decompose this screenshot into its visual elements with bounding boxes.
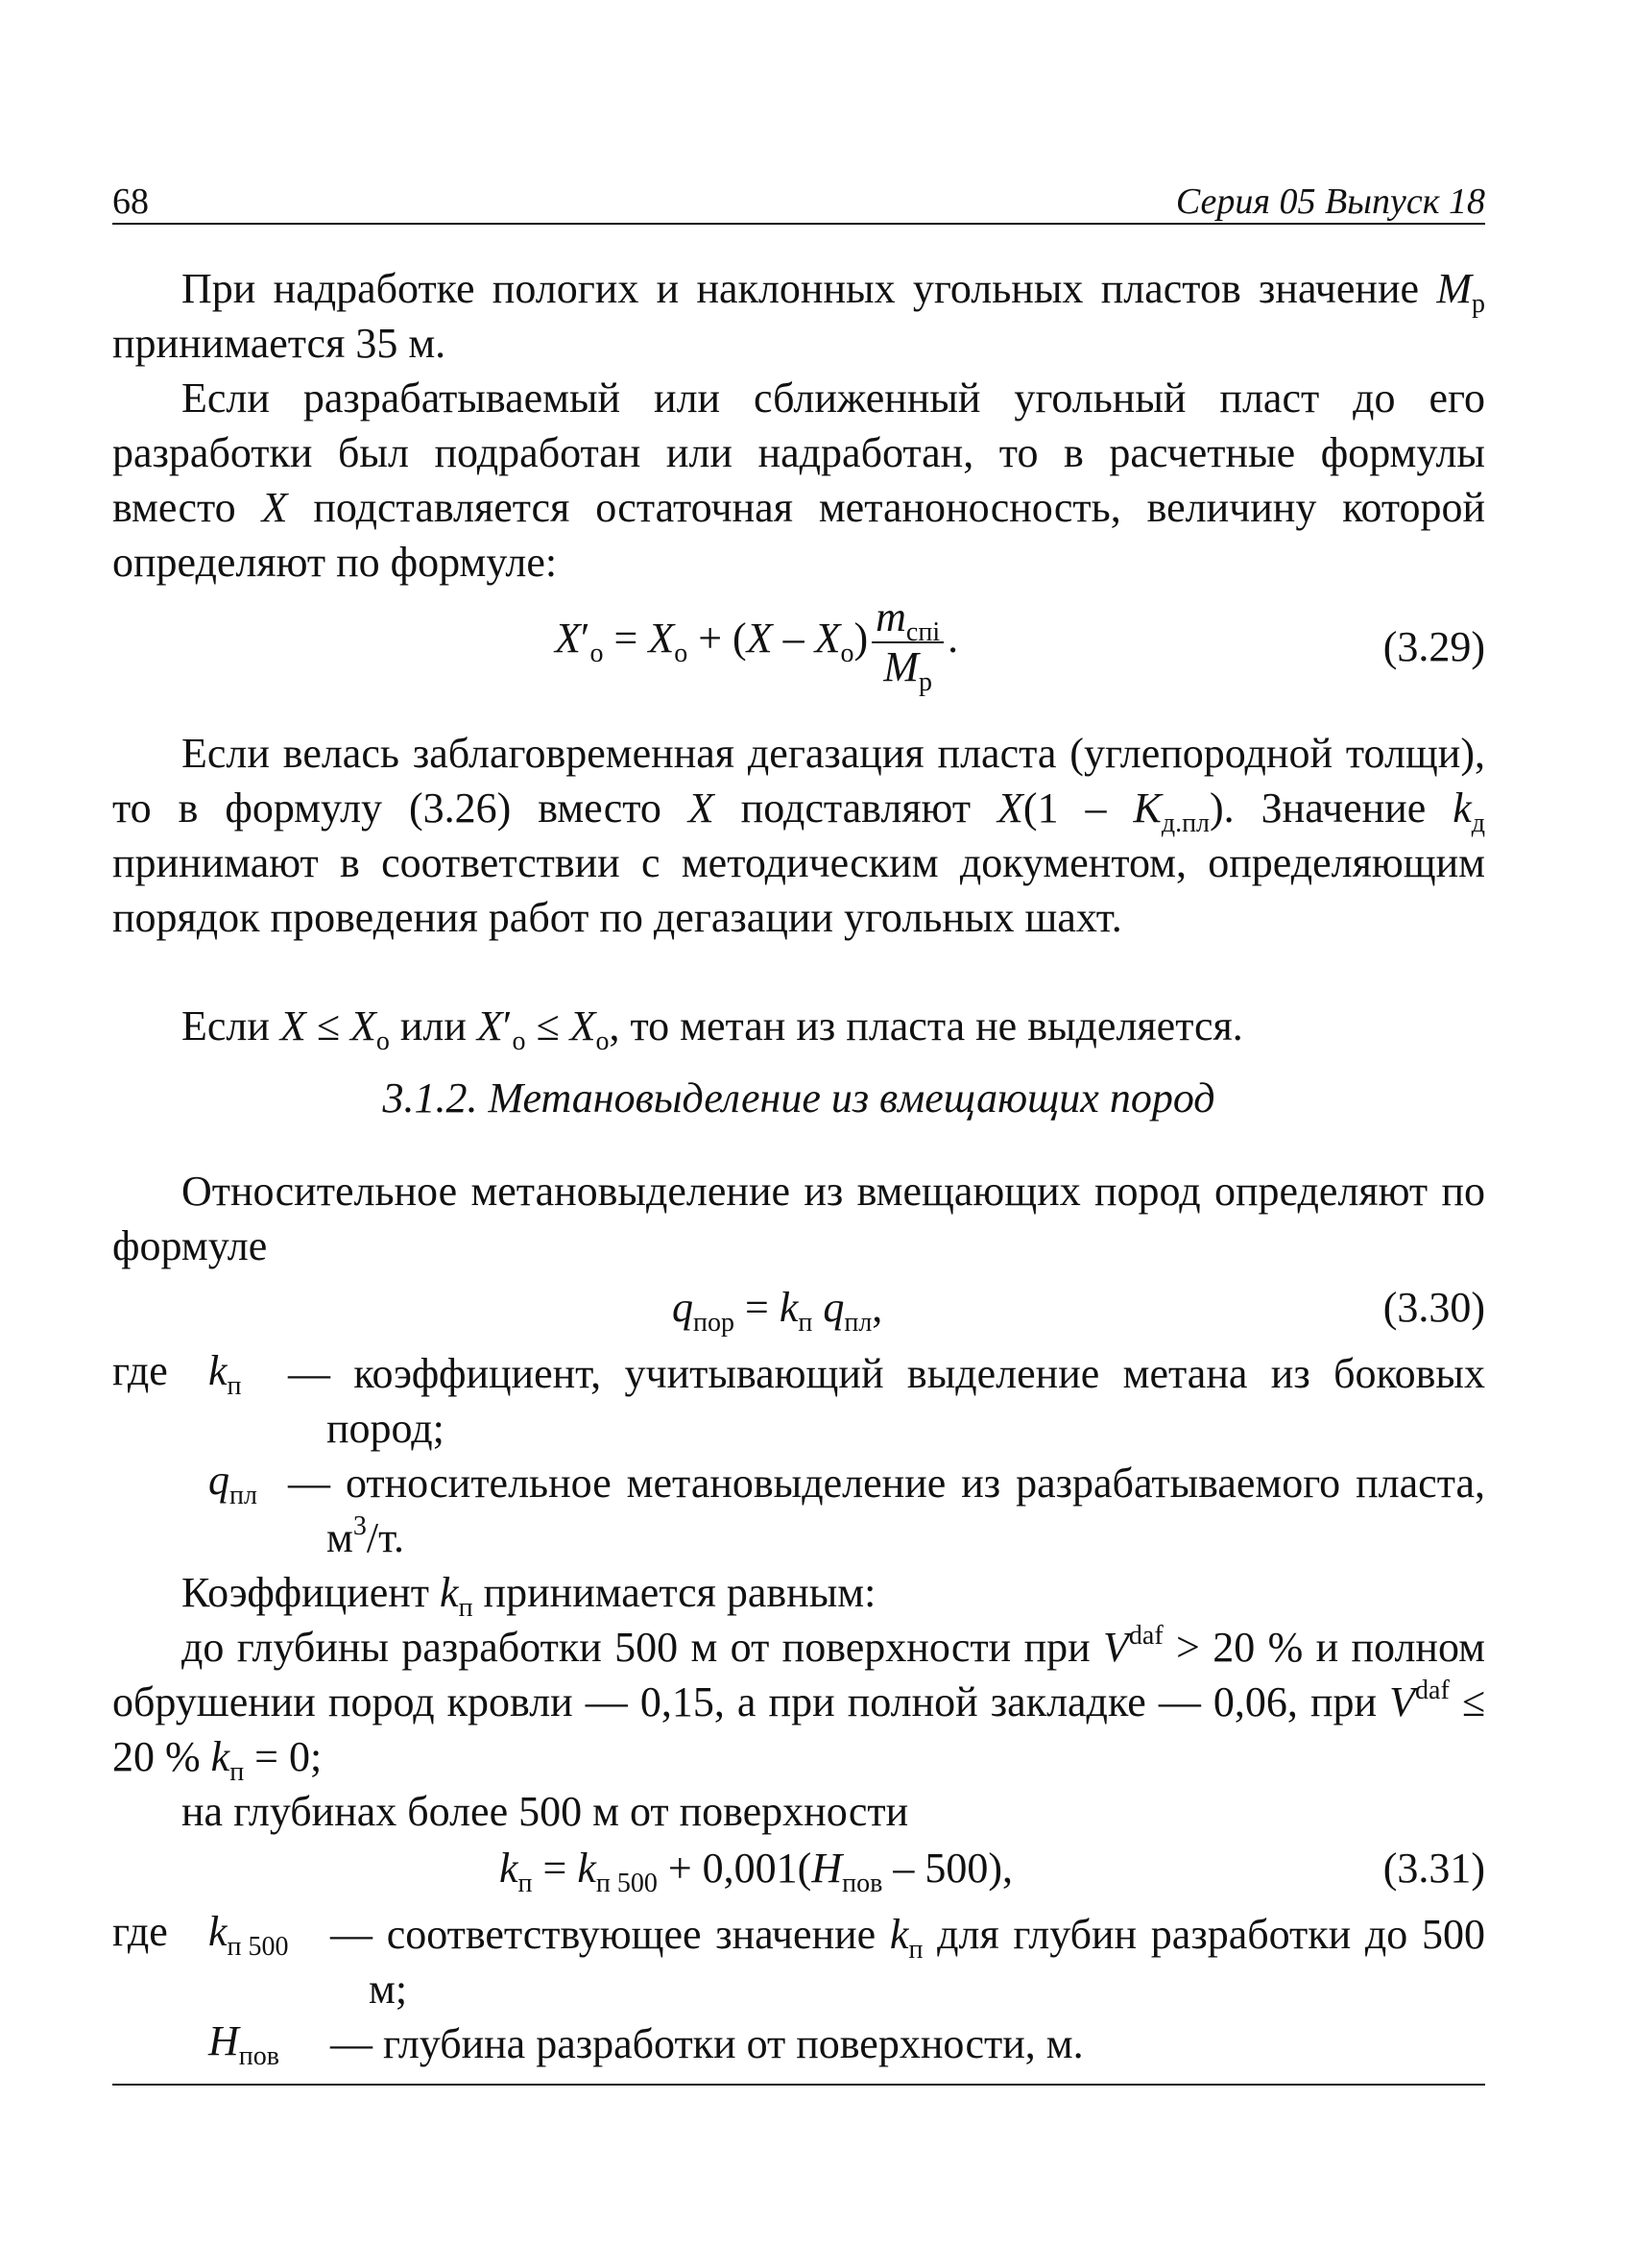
paragraph-4: Если $X \le X_о$ или $X'_о \le X_о$, то метан из пласта не выделяется. bbox=[181, 1002, 1243, 1056]
page-number: 68 bbox=[112, 181, 149, 222]
formula-3-29: $X'_о = X_о + (X - X_о)$ $\frac{m_{спi}}{M_р}$ . bbox=[555, 593, 959, 697]
symbol-qpl: $q_{пл}$ bbox=[208, 1457, 257, 1510]
fraction: $\frac{m_{спi}}{M_р}$ bbox=[872, 593, 944, 691]
equation-number-3-31: (3.31) bbox=[1382, 1845, 1485, 1892]
where-label: где bbox=[112, 1347, 168, 1394]
page-header bbox=[112, 181, 1485, 225]
definition-hpov: — глубина разработки от поверхности, м. bbox=[330, 2020, 1084, 2067]
paragraph-5: Относительное метановыделение из вмещающих пород определяют по формуле bbox=[112, 1168, 1485, 1269]
paragraph-6: Коэффициент $k_п$ принимается равным: bbox=[181, 1569, 877, 1623]
equation-number-3-30: (3.30) bbox=[1382, 1284, 1485, 1331]
equation-number-3-29: (3.29) bbox=[1382, 623, 1485, 670]
formula-3-31: $k_п = k_{п 500} + 0,001(H_{пов} - 500)$, bbox=[499, 1845, 1013, 1898]
footer-rule bbox=[112, 2084, 1485, 2086]
symbol-kp500: $k_{п 500}$ bbox=[208, 1908, 289, 1962]
definition-kp: — коэффициент, учитывающий выделение метана из боковых пород; bbox=[288, 1350, 1485, 1452]
series-title: Серия 05 Выпуск 18 bbox=[1175, 181, 1485, 222]
definition-qpl: — относительное метановыделение из разрабатываемого пласта, $м^3/т$. bbox=[288, 1460, 1485, 1561]
paragraph-3: Если велась заблаговременная дегазация пласта (углепородной толщи), то в формулу (3.26) вместо X подставляют $X(1 - K_{д.пл})$. Значение $k_д$ принимают в соответствии с методическим документом, определяющим порядок проведения работ по дегазации угольных шахт. bbox=[112, 730, 1485, 941]
where-label-2: где bbox=[112, 1908, 168, 1955]
paragraph-7: до глубины разработки 500 м от поверхности при $V^{daf} > 20$ % и полном обрушении пород кровли — 0,15, а при полной закладке — 0,06, при $V^{daf} \le 20$ % $k_п = 0$; bbox=[112, 1621, 1485, 1787]
symbol-hpov: $H_{пов}$ bbox=[208, 2017, 279, 2071]
definition-kp500: — соответствующее значение $k_п$ для глубин разработки до 500 м; bbox=[330, 1911, 1485, 2013]
paragraph-1: При надработке пологих и наклонных угольных пластов значение $M_р$ принимается 35 м. bbox=[112, 265, 1485, 367]
section-heading: 3.1.2. Метановыделение из вмещающих пород bbox=[382, 1074, 1215, 1122]
paragraph-8: на глубинах более 500 м от поверхности bbox=[181, 1788, 909, 1835]
symbol-kp: $k_п$ bbox=[208, 1347, 242, 1401]
paragraph-2: Если разрабатываемый или сближенный угольный пласт до его разработки был подработан или надработан, то в расчетные формулы вместо X подставляется остаточная метаноносность, величину которой определяют по формуле: bbox=[112, 374, 1486, 586]
formula-3-30: $q_{пор} = k_п$ $q_{пл}$, bbox=[672, 1284, 883, 1338]
